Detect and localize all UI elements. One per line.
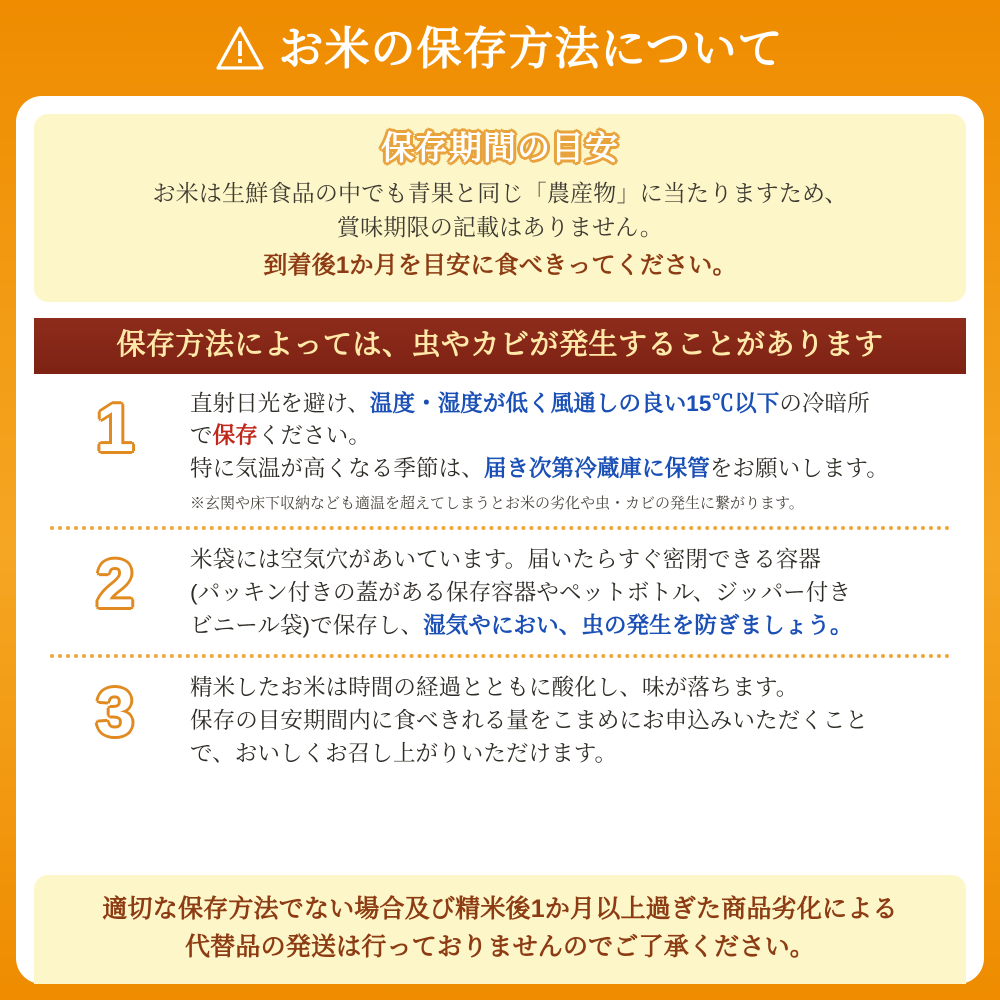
step-1-line-2 [190,420,956,453]
step-number: 3 [96,674,134,751]
step-2-line-2: (パッキン付きの蓋がある保存容器やペットボトル、ジッパー付き [190,580,851,606]
step-body [190,544,960,642]
content-card [16,96,984,984]
step-1-text-f: をお願いします。 [709,455,889,481]
step-2-line-1: 米袋には空気穴があいています。届いたらすぐ密閉できる容器 [190,547,822,573]
page-header [0,0,1000,96]
step-1-text-b: の冷暗所 [779,390,870,416]
step-1-note: ※玄関や床下収納なども適温を超えてしまうとお米の劣化や虫・カビの発生に繋がります。 [190,495,804,513]
step-body [190,672,960,770]
step-number: 1 [96,389,134,466]
step-1-text-d: ください。 [257,423,371,449]
step-body [190,388,960,515]
steps-list [34,374,966,781]
list-item [40,658,960,780]
footer-line-1: 適切な保存方法でない場合及び精米後1か月以上過ぎた商品劣化による [102,895,898,923]
step-1-text-e: 特に気温が高くなる季節は、 [190,455,484,481]
storage-period-line-1: お米は生鮮食品の中でも青果と同じ「農産物」に当たりますため、 [152,179,848,206]
step-1-highlight-2: 保存 [212,423,258,449]
step-1-line-1 [190,388,956,421]
step-2-highlight-1: 湿気やにおい、虫の発生を防ぎましょう。 [423,612,853,638]
footer-line-2: 代替品の発送は行っておりませんのでご了承ください。 [184,932,815,961]
storage-period-title: 保存期間の目安 [381,129,619,166]
page-title: お米の保存方法について [278,22,784,74]
list-item [40,530,960,652]
step-3-line-2: 保存の目安期間内に食べきれる量をこまめにお申込みいただくこと [190,707,869,733]
step-1-text-a: 直射日光を避け、 [190,390,370,416]
list-item [40,374,960,525]
storage-period-emphasis: 到着後1か月を目安に食べきってください。 [263,251,737,279]
step-number: 2 [96,546,134,623]
step-1-line-3 [190,453,956,486]
step-3-line-1: 精米したお米は時間の経過とともに酸化し、味が落ちます。 [190,675,799,701]
storage-period-box [34,114,966,302]
warning-triangle-icon [216,26,264,70]
step-2-text-a: ビニール袋)で保存し、 [190,612,424,638]
warning-banner: 保存方法によっては、虫やカビが発生することがあります [34,318,966,374]
storage-period-line-2: 賞味期限の記載はありません。 [336,214,664,241]
footer-note-box [34,875,966,984]
step-1-text-c: で [190,423,213,449]
step-1-highlight-1: 温度・湿度が低く風通しの良い15℃以下 [369,390,780,416]
step-3-line-3: で、おいしくお召し上がりいただけます。 [190,740,618,766]
step-2-line-3 [190,610,956,643]
step-1-highlight-3: 届き次第冷蔵庫に保管 [483,455,710,481]
